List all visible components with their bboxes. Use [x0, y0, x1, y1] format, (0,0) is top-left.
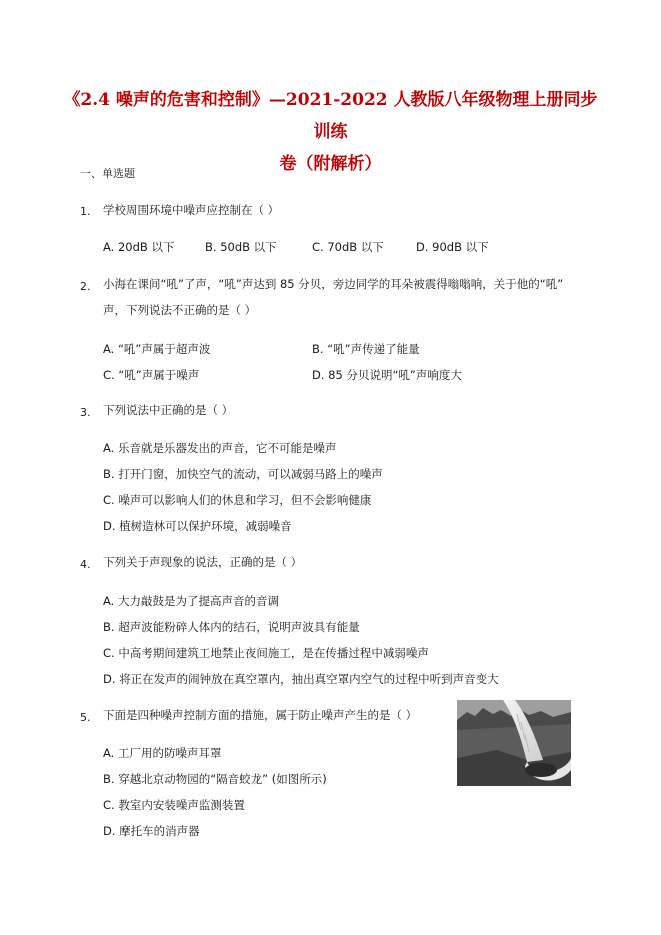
- question-2-option-c: C. “吼”声属于噪声: [103, 368, 200, 382]
- question-4-option-a: A. 大力敲鼓是为了提高声音的音调: [103, 594, 279, 608]
- question-1-number: 1.: [80, 205, 91, 218]
- section-heading: 一、单选题: [80, 167, 135, 180]
- question-1-option-d: D. 90dB 以下: [416, 240, 489, 254]
- question-1-option-c: C. 70dB 以下: [312, 240, 384, 254]
- question-5-option-c: C. 教室内安装噪声监测装置: [103, 798, 245, 812]
- question-4-option-b: B. 超声波能粉碎人体内的结石，说明声波具有能量: [103, 620, 360, 634]
- question-5-text: 下面是四种噪声控制方面的措施，属于防止噪声产生的是（ ）: [103, 708, 418, 722]
- question-2-option-b: B. “吼”声传递了能量: [312, 342, 420, 356]
- question-2-number: 2.: [80, 280, 91, 293]
- title-line-2: 卷（附解析）: [279, 154, 382, 174]
- question-4-number: 4.: [80, 558, 91, 571]
- question-1-option-b: B. 50dB 以下: [205, 240, 277, 254]
- question-3-option-b: B. 打开门窗，加快空气的流动，可以减弱马路上的噪声: [103, 467, 383, 481]
- question-4-option-c: C. 中高考期间建筑工地禁止夜间施工，是在传播过程中减弱噪声: [103, 646, 429, 660]
- sound-barrier-tunnel-photo: [457, 700, 571, 786]
- question-1-option-a: A. 20dB 以下: [103, 240, 175, 254]
- question-5-option-d: D. 摩托车的消声器: [103, 824, 200, 838]
- question-3-option-a: A. 乐音就是乐器发出的声音，它不可能是噪声: [103, 441, 337, 455]
- question-2-text-line-1: 小海在课间“吼”了声，“吼”声达到 85 分贝，旁边同学的耳朵被震得嗡嗡响，关于他的“吼”: [103, 277, 564, 291]
- question-1-text: 学校周围环境中噪声应控制在（ ）: [103, 203, 280, 217]
- question-5-option-a: A. 工厂用的防噪声耳罩: [103, 746, 222, 760]
- question-5-option-b: B. 穿越北京动物园的“隔音蛟龙” (如图所示): [103, 772, 327, 786]
- question-4-text: 下列关于声现象的说法，正确的是（ ）: [103, 555, 303, 569]
- title-line-1: 《2.4 噪声的危害和控制》—2021-2022 人教版八年级物理上册同步训练: [63, 90, 598, 142]
- question-3-number: 3.: [80, 406, 91, 419]
- question-3-option-d: D. 植树造林可以保护环境，减弱噪音: [103, 519, 292, 533]
- question-2-option-d: D. 85 分贝说明“吼”声响度大: [312, 368, 462, 382]
- question-3-text: 下列说法中正确的是（ ）: [103, 403, 234, 417]
- question-3-option-c: C. 噪声可以影响人们的休息和学习，但不会影响健康: [103, 493, 372, 507]
- question-5-number: 5.: [80, 711, 91, 724]
- question-4-option-d: D. 将正在发声的闹钟放在真空罩内，抽出真空罩内空气的过程中听到声音变大: [103, 672, 499, 686]
- question-2-option-a: A. “吼”声属于超声波: [103, 342, 211, 356]
- question-2-text-line-2: 声，下列说法不正确的是（ ）: [103, 303, 257, 317]
- document-title: [60, 84, 601, 180]
